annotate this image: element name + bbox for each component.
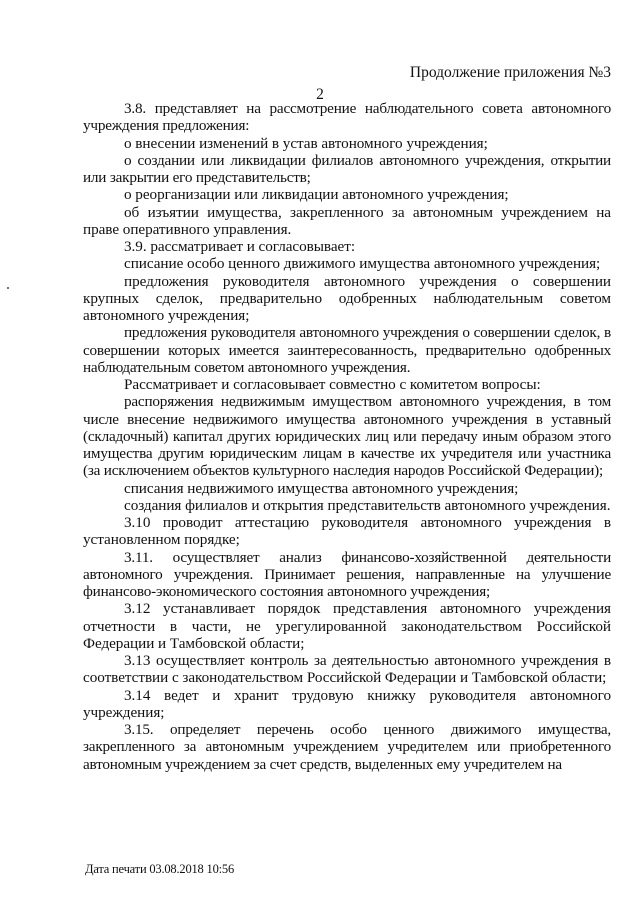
document-body bbox=[83, 100, 611, 773]
paragraph: 3.15. определяет перечень особо ценного движимого имущества, закрепленного за автономным учреждением учредителем или приобретенного автономным учреждением за счет средств, выделенных ему учредителем на bbox=[83, 721, 611, 773]
paragraph: о внесении изменений в устав автономного учреждения; bbox=[124, 134, 488, 152]
paragraph: о реорганизации или ликвидации автономного учреждения; bbox=[124, 186, 509, 204]
paragraph: 3.8. представляет на рассмотрение наблюдательного совета автономного учреждения предложения: bbox=[83, 100, 611, 135]
paragraph: Рассматривает и согласовывает совместно с комитетом вопросы: bbox=[124, 376, 541, 393]
appendix-header: Продолжение приложения №3 bbox=[409, 64, 611, 81]
paragraph: списание особо ценного движимого имущества автономного учреждения; bbox=[124, 255, 601, 273]
margin-mark bbox=[7, 287, 9, 289]
paragraph: 3.10 проводит аттестацию руководителя автономного учреждения в установленном порядке; bbox=[83, 514, 611, 549]
paragraph: 3.11. осуществляет анализ финансово-хозяйственной деятельности автономного учреждения. Принимает решения, направленные на улучшение финансово-экономического состояния автономного учреждения; bbox=[83, 548, 611, 600]
page-number: 2 bbox=[316, 86, 324, 103]
paragraph: предложения руководителя автономного учреждения о совершении сделок, в совершении которых имеется заинтересованность, предварительно одобренных наблюдательным советом автономного учреждения. bbox=[83, 324, 611, 376]
paragraph: о создании или ликвидации филиалов автономного учреждения, открытии или закрытии его представительств; bbox=[83, 151, 611, 186]
paragraph: списания недвижимого имущества автономного учреждения; bbox=[124, 479, 519, 497]
paragraph: 3.14 ведет и хранит трудовую книжку руководителя автономного учреждения; bbox=[83, 686, 611, 721]
paragraph: 3.13 осуществляет контроль за деятельностью автономного учреждения в соответствии с законодательством Российской Федерации и Тамбовской области; bbox=[83, 652, 611, 687]
paragraph: об изъятии имущества, закрепленного за автономным учреждением на праве оперативного управления. bbox=[83, 203, 611, 238]
paragraph: предложения руководителя автономного учреждения о совершении крупных сделок, предварительно одобренных наблюдательным советом автономного учреждения; bbox=[83, 272, 611, 324]
paragraph: 3.12 устанавливает порядок представления автономного учреждения отчетности в части, не урегулированной законодательством Российской Федерации и Тамбовской области; bbox=[83, 600, 611, 652]
paragraph: создания филиалов и открытия представительств автономного учреждения. bbox=[124, 496, 611, 514]
print-date: Дата печати 03.08.2018 10:56 bbox=[85, 862, 235, 876]
paragraph: распоряжения недвижимым имуществом автономного учреждения, в том числе внесение недвижимого имущества автономного учреждения в уставный (складочный) капитал других юридических лиц или передачу иным образом этого имущества другим юридическим лицам в качестве их учредителя или участника (за исключением объектов культурного наследия народов Российской Федерации); bbox=[83, 393, 611, 480]
paragraph: 3.9. рассматривает и согласовывает: bbox=[124, 238, 355, 255]
